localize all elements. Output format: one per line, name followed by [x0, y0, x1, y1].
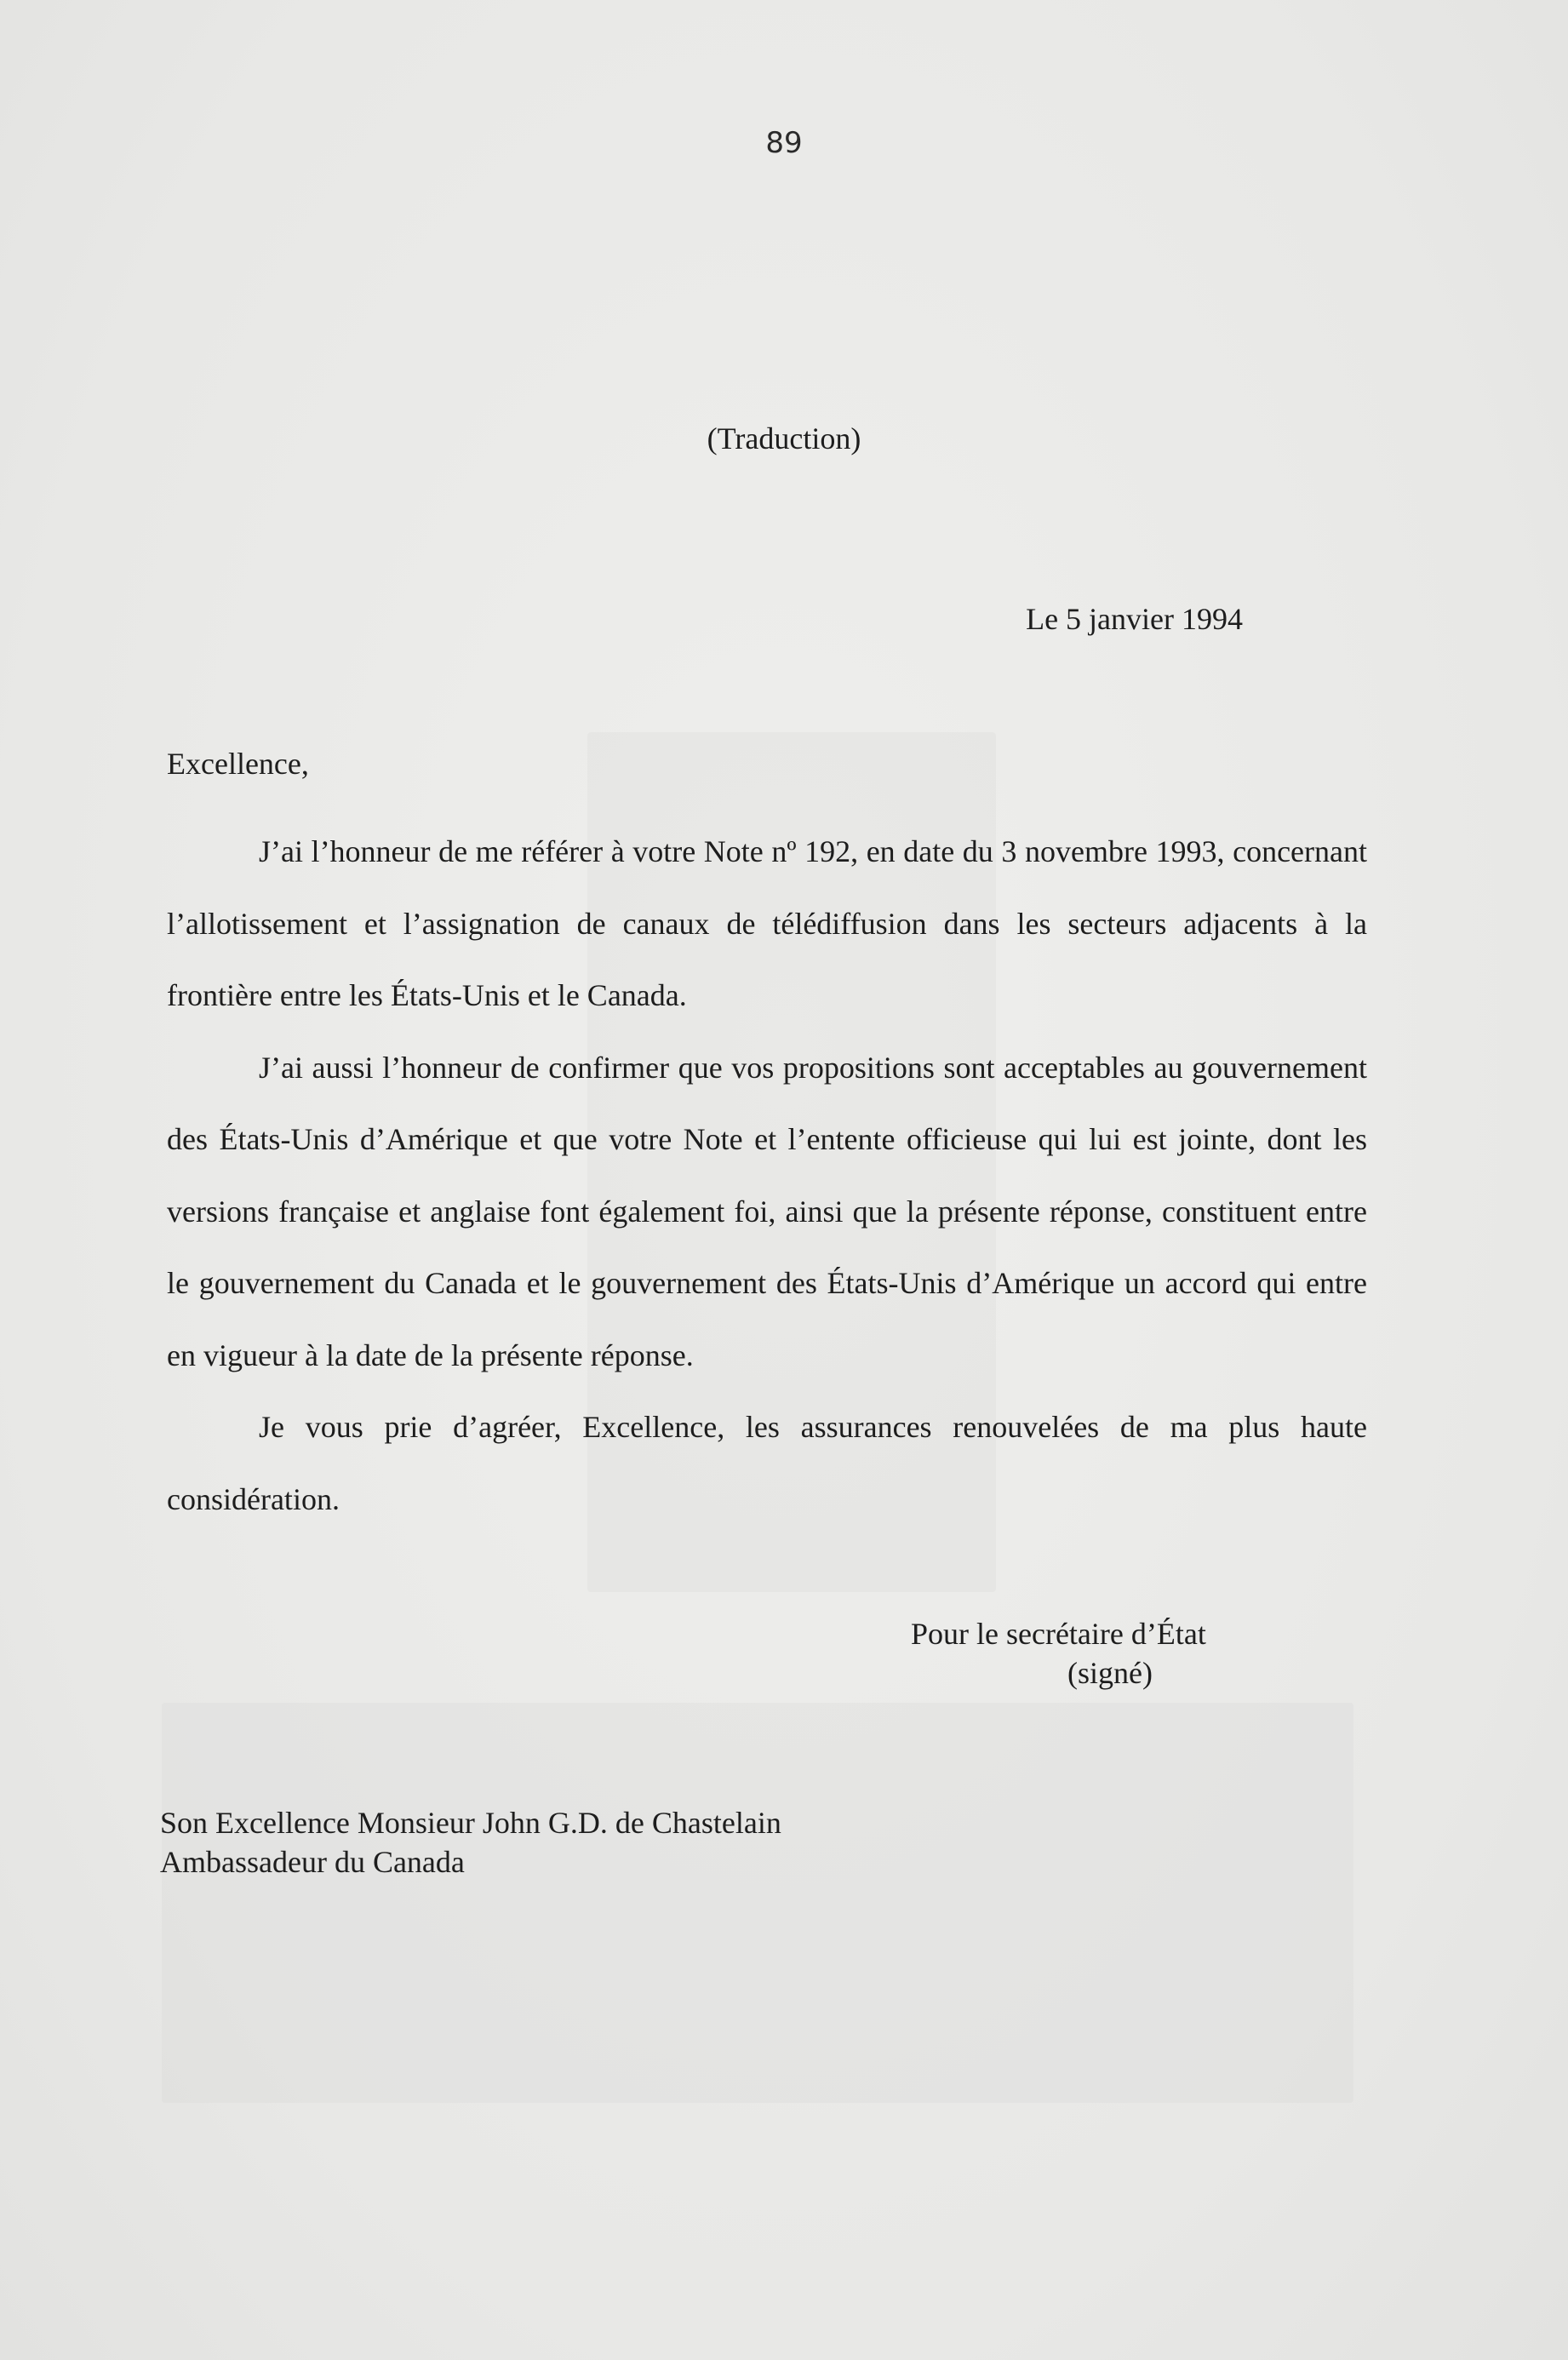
letter-body [167, 816, 1367, 1535]
paragraph-reference: J’ai l’honneur de me référer à votre Note nº 192, en date du 3 novembre 1993, concernant l’allotissement et l’assignation de canaux de télédiffusion dans les secteurs adjacents à la frontière entre les États-Unis et le Canada. [167, 834, 1367, 1012]
page-number: 89 [765, 126, 803, 160]
letter-date: Le 5 janvier 1994 [1026, 602, 1243, 636]
signature-title: Pour le secrétaire d’État [911, 1617, 1206, 1651]
paragraph-closing: Je vous prie d’agréer, Excellence, les assurances renouvelées de ma plus haute considération. [167, 1410, 1367, 1516]
signature-signed: (signé) [1067, 1656, 1153, 1690]
addressee-title: Ambassadeur du Canada [160, 1845, 465, 1879]
signature-block [911, 1614, 1206, 1693]
addressee-block [160, 1803, 781, 1882]
show-through-block [162, 1703, 1353, 2103]
translation-note: (Traduction) [707, 421, 861, 455]
addressee-name: Son Excellence Monsieur John G.D. de Chastelain [160, 1806, 781, 1840]
paragraph-confirmation: J’ai aussi l’honneur de confirmer que vos propositions sont acceptables au gouvernement des États-Unis d’Amérique et que votre Note et l’entente officieuse qui lui est jointe, dont les versions française et anglaise font également foi, ainsi que la présente réponse, constituent entre le gouvernement du Canada et le gouvernement des États-Unis d’Amérique un accord qui entre en vigueur à la date de la présente réponse. [167, 1050, 1367, 1372]
salutation: Excellence, [167, 747, 309, 781]
